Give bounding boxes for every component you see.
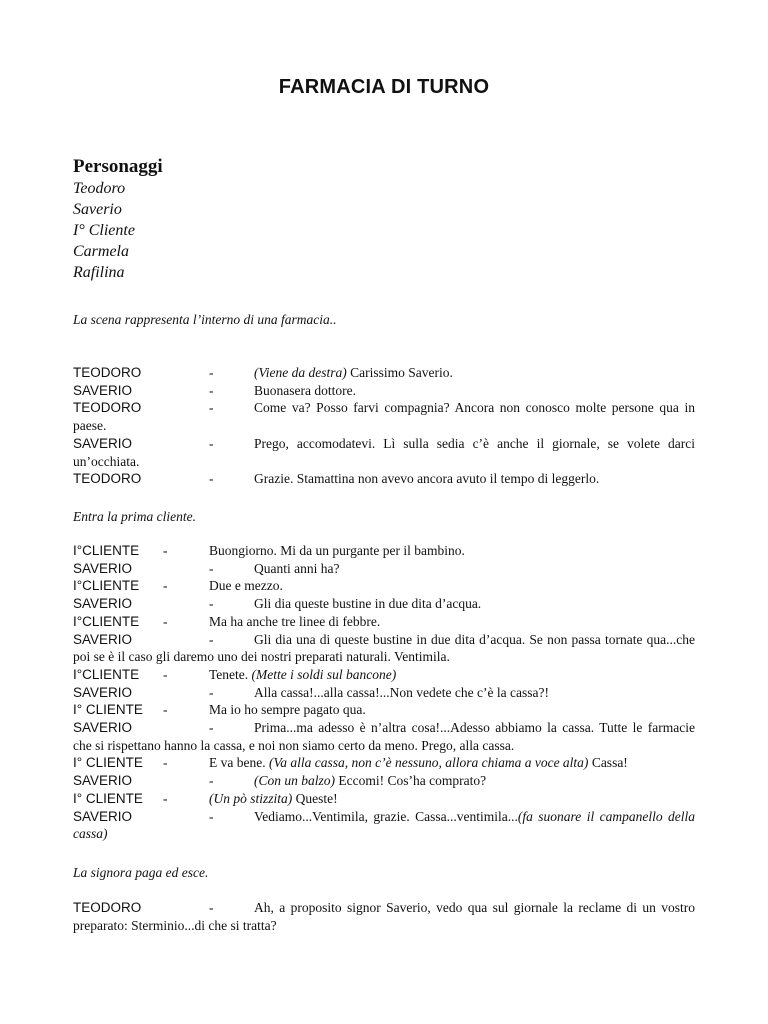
stage-direction: (fa suonare il campanello della cassa) bbox=[73, 808, 696, 842]
speaker-name: I°CLIENTE bbox=[73, 666, 140, 682]
speaker-name: TEODORO bbox=[73, 900, 142, 915]
speaker-name: TEODORO bbox=[73, 471, 142, 487]
cast-item: Carmela bbox=[73, 243, 129, 260]
dialogue-block-1 bbox=[73, 364, 695, 488]
enter-note: Entra la prima cliente. bbox=[73, 509, 196, 524]
dialogue-text: Come va? Posso farvi compagnia? Ancora non conosco molte persone qua in paese. bbox=[73, 400, 695, 434]
dialogue-line bbox=[73, 701, 695, 719]
speaker-dash: - bbox=[209, 400, 214, 416]
speaker-dash: - bbox=[209, 435, 214, 451]
speaker-dash: - bbox=[163, 543, 168, 558]
dialogue-text: Prima...ma adesso è n’altra cosa!...Adesso abbiamo la cassa. Tutte le farmacie che si rispettano hanno la cassa, e noi non siamo certo da meno. Prego, alla cassa. bbox=[73, 720, 695, 753]
dialogue-line bbox=[73, 542, 695, 560]
exit-note: La signora paga ed esce. bbox=[73, 865, 209, 880]
speaker-name: SAVERIO bbox=[73, 808, 133, 824]
dialogue-line bbox=[73, 899, 695, 934]
speaker-name: SAVERIO bbox=[73, 596, 133, 612]
speaker-name: I°CLIENTE bbox=[73, 543, 140, 558]
speaker-dash: - bbox=[209, 900, 214, 915]
dialogue-text: Buonasera dottore. bbox=[254, 382, 356, 398]
dialogue-text: Eccomi! Cos’ha comprato? bbox=[335, 773, 487, 789]
speaker-name: I° CLIENTE bbox=[73, 702, 143, 718]
dialogue-text: Ah, a proposito signor Saverio, vedo qua sul giornale la reclame di un vostro preparato: Sterminio...di che si tratta? bbox=[73, 900, 695, 933]
speaker-name: TEODORO bbox=[73, 365, 142, 380]
dialogue-text: Carissimo Saverio. bbox=[346, 365, 453, 380]
cast-item: Saverio bbox=[73, 201, 122, 218]
dialogue-line bbox=[73, 399, 695, 434]
cast-item: Teodoro bbox=[73, 180, 126, 197]
dialogue-block-2 bbox=[73, 542, 695, 843]
dialogue-text: Quanti anni ha? bbox=[254, 560, 340, 576]
speaker-name: TEODORO bbox=[73, 400, 142, 416]
speaker-name: SAVERIO bbox=[73, 684, 133, 700]
dialogue-line bbox=[73, 790, 695, 808]
dialogue-text: Gli dia queste bustine in due dita d’acqua. bbox=[254, 596, 482, 612]
document-title: FARMACIA DI TURNO bbox=[278, 76, 490, 98]
speaker-dash: - bbox=[163, 613, 168, 629]
speaker-name: SAVERIO bbox=[73, 720, 133, 736]
dialogue-text: Buongiorno. Mi da un purgante per il bambino. bbox=[209, 543, 465, 558]
dialogue-line bbox=[73, 595, 695, 613]
speaker-dash: - bbox=[163, 755, 168, 771]
dialogue-text: Prego, accomodatevi. Lì sulla sedia c’è anche il giornale, se volete darci un’occhiata. bbox=[73, 435, 695, 469]
dialogue-line bbox=[73, 808, 695, 843]
dialogue-line bbox=[73, 577, 695, 595]
dialogue-line bbox=[73, 684, 695, 702]
dialogue-text: Ma io ho sempre pagato qua. bbox=[209, 702, 366, 718]
speaker-name: I° CLIENTE bbox=[73, 755, 143, 771]
speaker-dash: - bbox=[209, 365, 214, 380]
dialogue-text: Grazie. Stamattina non avevo ancora avuto il tempo di leggerlo. bbox=[254, 471, 600, 487]
dialogue-line bbox=[73, 364, 695, 382]
speaker-name: I°CLIENTE bbox=[73, 613, 140, 629]
cast-list bbox=[73, 178, 135, 283]
speaker-dash: - bbox=[209, 684, 214, 700]
cast-heading: Personaggi bbox=[73, 156, 163, 177]
dialogue-line bbox=[73, 754, 695, 772]
speaker-name: I°CLIENTE bbox=[73, 578, 140, 594]
dialogue-line bbox=[73, 560, 695, 578]
speaker-dash: - bbox=[209, 631, 214, 647]
speaker-name: SAVERIO bbox=[73, 631, 133, 647]
dialogue-text: Tenete. bbox=[209, 666, 252, 682]
dialogue-line bbox=[73, 382, 695, 400]
speaker-name: SAVERIO bbox=[73, 382, 133, 398]
speaker-dash: - bbox=[163, 666, 168, 682]
stage-direction: (Viene da destra) bbox=[254, 365, 347, 380]
stage-direction: (Mette i soldi sul bancone) bbox=[251, 666, 397, 682]
stage-direction: (Un pò stizzita) bbox=[209, 790, 293, 806]
cast-item: I° Cliente bbox=[73, 222, 135, 239]
speaker-dash: - bbox=[163, 578, 168, 594]
dialogue-line bbox=[73, 435, 695, 470]
scene-note: La scena rappresenta l’interno di una farmacia.. bbox=[73, 312, 337, 327]
dialogue-text: E va bene. bbox=[209, 755, 269, 771]
dialogue-text: Ma ha anche tre linee di febbre. bbox=[209, 613, 381, 629]
dialogue-line bbox=[73, 772, 695, 790]
dialogue-text: Vediamo...Ventimila, grazie. Cassa...ventimila... bbox=[254, 808, 518, 824]
stage-direction: (Va alla cassa, non c’è nessuno, allora chiama a voce alta) bbox=[268, 755, 589, 771]
dialogue-block-3 bbox=[73, 899, 695, 934]
dialogue-text: Queste! bbox=[292, 790, 338, 806]
speaker-name: SAVERIO bbox=[73, 435, 133, 451]
dialogue-text: Alla cassa!...alla cassa!...Non vedete che c’è la cassa?! bbox=[254, 684, 549, 700]
stage-direction: (Con un balzo) bbox=[254, 773, 335, 789]
speaker-name: SAVERIO bbox=[73, 560, 133, 576]
dialogue-text: Cassa! bbox=[588, 755, 628, 771]
speaker-dash: - bbox=[209, 808, 214, 824]
dialogue-line bbox=[73, 719, 695, 754]
speaker-dash: - bbox=[209, 382, 214, 398]
dialogue-line bbox=[73, 631, 695, 666]
cast-item: Rafilina bbox=[73, 264, 125, 281]
speaker-name: SAVERIO bbox=[73, 773, 133, 789]
speaker-dash: - bbox=[209, 596, 214, 612]
speaker-dash: - bbox=[209, 720, 214, 736]
dialogue-line bbox=[73, 470, 695, 488]
speaker-dash: - bbox=[209, 471, 214, 487]
dialogue-text: Due e mezzo. bbox=[209, 578, 283, 594]
speaker-dash: - bbox=[163, 702, 168, 718]
dialogue-line bbox=[73, 613, 695, 631]
speaker-dash: - bbox=[163, 790, 168, 806]
speaker-name: I° CLIENTE bbox=[73, 790, 143, 806]
speaker-dash: - bbox=[209, 560, 214, 576]
dialogue-text: Gli dia una di queste bustine in due dita d’acqua. Se non passa tornate qua...che poi se è il caso gli daremo uno dei nostri preparati naturali. Ventimila. bbox=[73, 631, 695, 665]
dialogue-line bbox=[73, 666, 695, 684]
speaker-dash: - bbox=[209, 773, 214, 789]
